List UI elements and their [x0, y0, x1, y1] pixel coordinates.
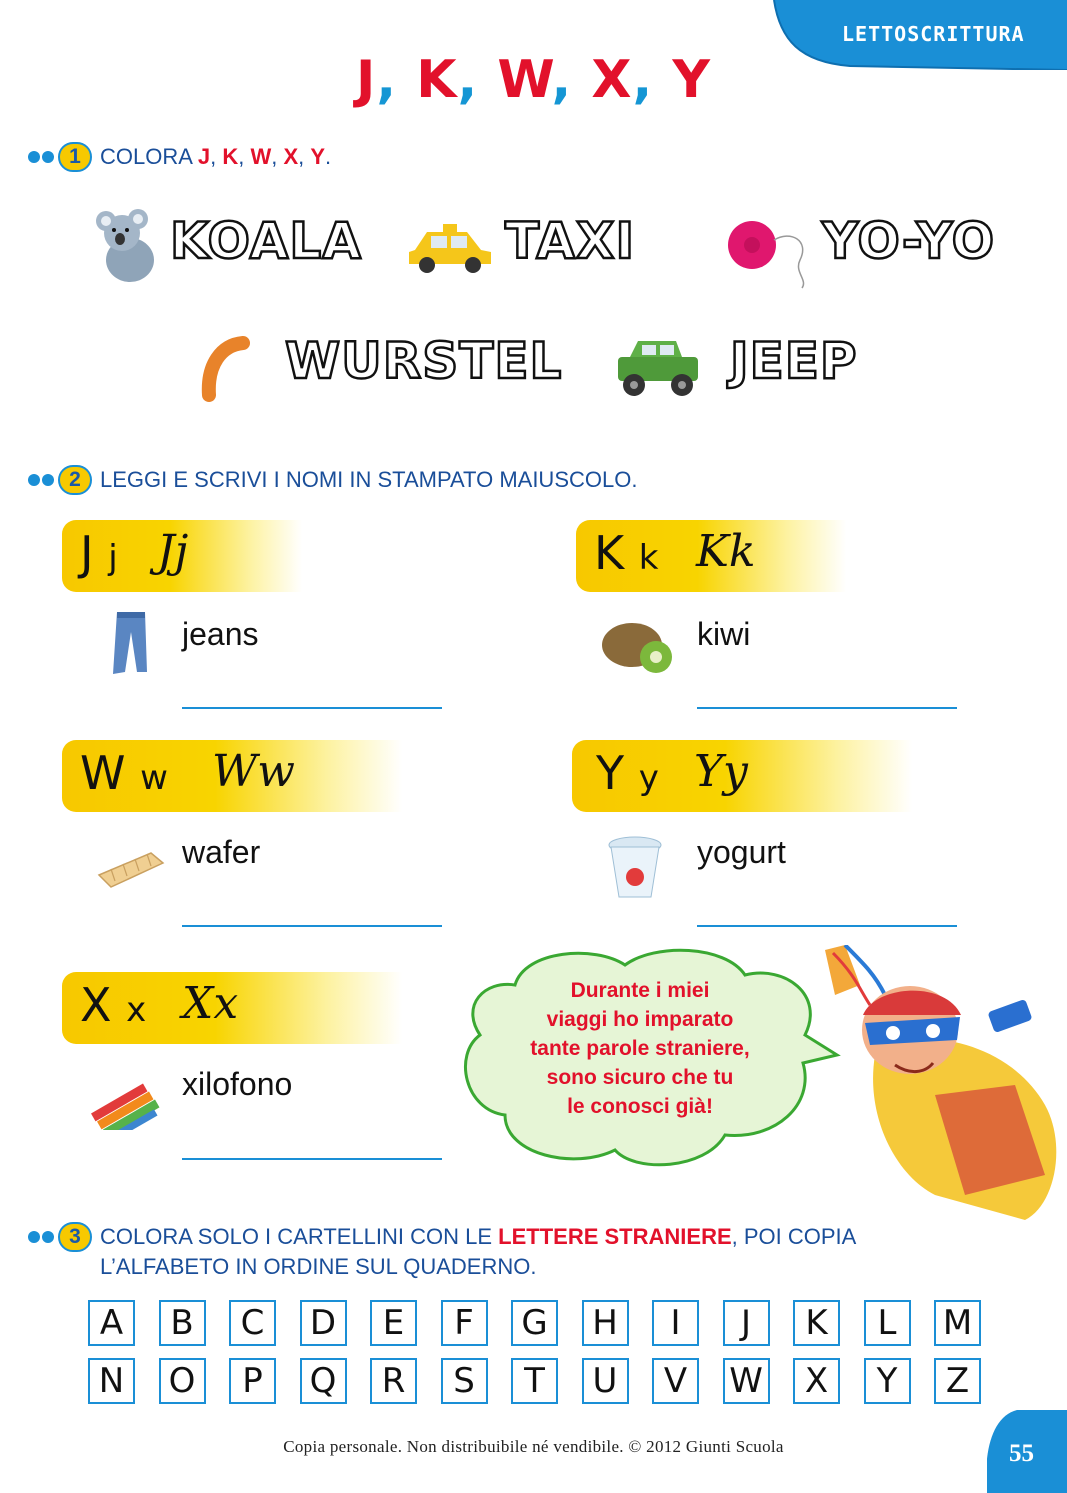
print-letters: Y y — [596, 746, 659, 800]
exercise-2-header — [28, 465, 637, 495]
bullet-dots-icon — [28, 1231, 54, 1243]
title-letter-k: K — [416, 50, 458, 110]
letter-card-c[interactable]: C — [229, 1300, 276, 1346]
word-wafer: wafer — [182, 834, 261, 870]
letter-card-a[interactable]: A — [88, 1300, 135, 1346]
letter-bar-j — [62, 520, 302, 592]
word-yoyo: YO-YO — [822, 212, 996, 270]
letter-card-u[interactable]: U — [582, 1358, 629, 1404]
word-xilofono: xilofono — [182, 1066, 293, 1102]
exercise-2-instruction: LEGGI E SCRIVI I NOMI IN STAMPATO MAIUSCOLO. — [100, 467, 638, 492]
exercise-1-instruction: COLORA J, K, W, X, Y. — [100, 144, 332, 169]
word-jeans: jeans — [182, 616, 259, 652]
page-title: J, K, W, X, Y — [355, 50, 712, 110]
wurstel-icon — [195, 335, 255, 405]
letter-card-b[interactable]: B — [159, 1300, 206, 1346]
letter-card-e[interactable]: E — [370, 1300, 417, 1346]
print-letters: K k — [594, 526, 659, 580]
letter-card-y[interactable]: Y — [864, 1358, 911, 1404]
letter-card-w[interactable]: W — [723, 1358, 770, 1404]
letter-card-v[interactable]: V — [652, 1358, 699, 1404]
letter-card-l[interactable]: L — [864, 1300, 911, 1346]
taxi-icon — [405, 220, 495, 275]
letter-card-r[interactable]: R — [370, 1358, 417, 1404]
write-line-kiwi[interactable] — [697, 707, 957, 709]
title-letter-j: J — [355, 50, 377, 110]
letter-card-z[interactable]: Z — [934, 1358, 981, 1404]
copyright-notice: Copia personale. Non distribuibile né vendibile. © 2012 Giunti Scuola — [283, 1437, 784, 1456]
print-letters: X x — [80, 978, 147, 1032]
letter-bar-x — [62, 972, 402, 1044]
alphabet-grid — [88, 1300, 981, 1404]
exercise-number: 3 — [58, 1222, 92, 1252]
exercise-1-header — [28, 142, 331, 172]
wafer-icon — [95, 845, 167, 893]
letter-bar-w — [62, 740, 402, 812]
page-number-label: 55 — [1009, 1440, 1034, 1467]
letter-card-j[interactable]: J — [723, 1300, 770, 1346]
jeans-icon — [105, 608, 157, 676]
jeep-icon — [610, 335, 705, 400]
letter-card-i[interactable]: I — [652, 1300, 699, 1346]
bullet-dots-icon — [28, 151, 54, 163]
character-illustration — [815, 945, 1067, 1220]
cursive-letters: Ww — [212, 746, 295, 797]
write-line-wafer[interactable] — [182, 925, 442, 927]
letter-card-f[interactable]: F — [441, 1300, 488, 1346]
print-letters: W w — [80, 746, 168, 800]
letter-card-n[interactable]: N — [88, 1358, 135, 1404]
letter-card-k[interactable]: K — [793, 1300, 840, 1346]
letter-card-h[interactable]: H — [582, 1300, 629, 1346]
kiwi-icon — [600, 615, 678, 677]
exercise-number: 1 — [58, 142, 92, 172]
bullet-dots-icon — [28, 474, 54, 486]
cursive-letters: Yy — [694, 746, 748, 797]
word-wurstel: WURSTEL — [285, 332, 563, 390]
koala-icon — [92, 205, 162, 285]
word-jeep: JEEP — [730, 332, 858, 390]
speech-bubble-text: Durante i miei viaggi ho imparato tante parole straniere, sono sicuro che tu le conosci già! — [530, 979, 750, 1118]
title-letter-w: W — [497, 50, 552, 110]
letter-card-q[interactable]: Q — [300, 1358, 347, 1404]
word-koala: KOALA — [170, 212, 362, 270]
title-letter-x: X — [591, 50, 633, 110]
letter-bar-y — [572, 740, 912, 812]
page-number — [987, 1410, 1067, 1493]
yoyo-icon — [720, 210, 820, 295]
write-line-jeans[interactable] — [182, 707, 442, 709]
letter-card-g[interactable]: G — [511, 1300, 558, 1346]
letter-card-o[interactable]: O — [159, 1358, 206, 1404]
cursive-letters: Kk — [696, 526, 756, 577]
word-taxi: TAXI — [505, 212, 636, 270]
exercise-3-header — [28, 1222, 856, 1282]
letter-bar-k — [576, 520, 846, 592]
write-line-yogurt[interactable] — [697, 925, 957, 927]
letter-card-s[interactable]: S — [441, 1358, 488, 1404]
section-tab-label: LETTOSCRITTURA — [842, 22, 1025, 46]
word-kiwi: kiwi — [697, 616, 751, 652]
write-line-xilofono[interactable] — [182, 1158, 442, 1160]
letter-card-t[interactable]: T — [511, 1358, 558, 1404]
yogurt-icon — [605, 835, 665, 903]
cursive-letters: Xx — [182, 978, 239, 1029]
word-yogurt: yogurt — [697, 834, 786, 870]
xylophone-icon — [85, 1070, 165, 1130]
letter-card-x[interactable]: X — [793, 1358, 840, 1404]
print-letters: J j — [80, 526, 118, 580]
exercise-number: 2 — [58, 465, 92, 495]
title-letter-y: Y — [672, 50, 712, 110]
exercise-3-instruction: COLORA SOLO I CARTELLINI CON LE LETTERE STRANIERE, POI COPIA L’ALFABETO IN ORDINE SUL QUADERNO. — [100, 1224, 857, 1279]
cursive-letters: Jj — [157, 526, 189, 577]
letter-card-d[interactable]: D — [300, 1300, 347, 1346]
letter-card-p[interactable]: P — [229, 1358, 276, 1404]
letter-card-m[interactable]: M — [934, 1300, 981, 1346]
